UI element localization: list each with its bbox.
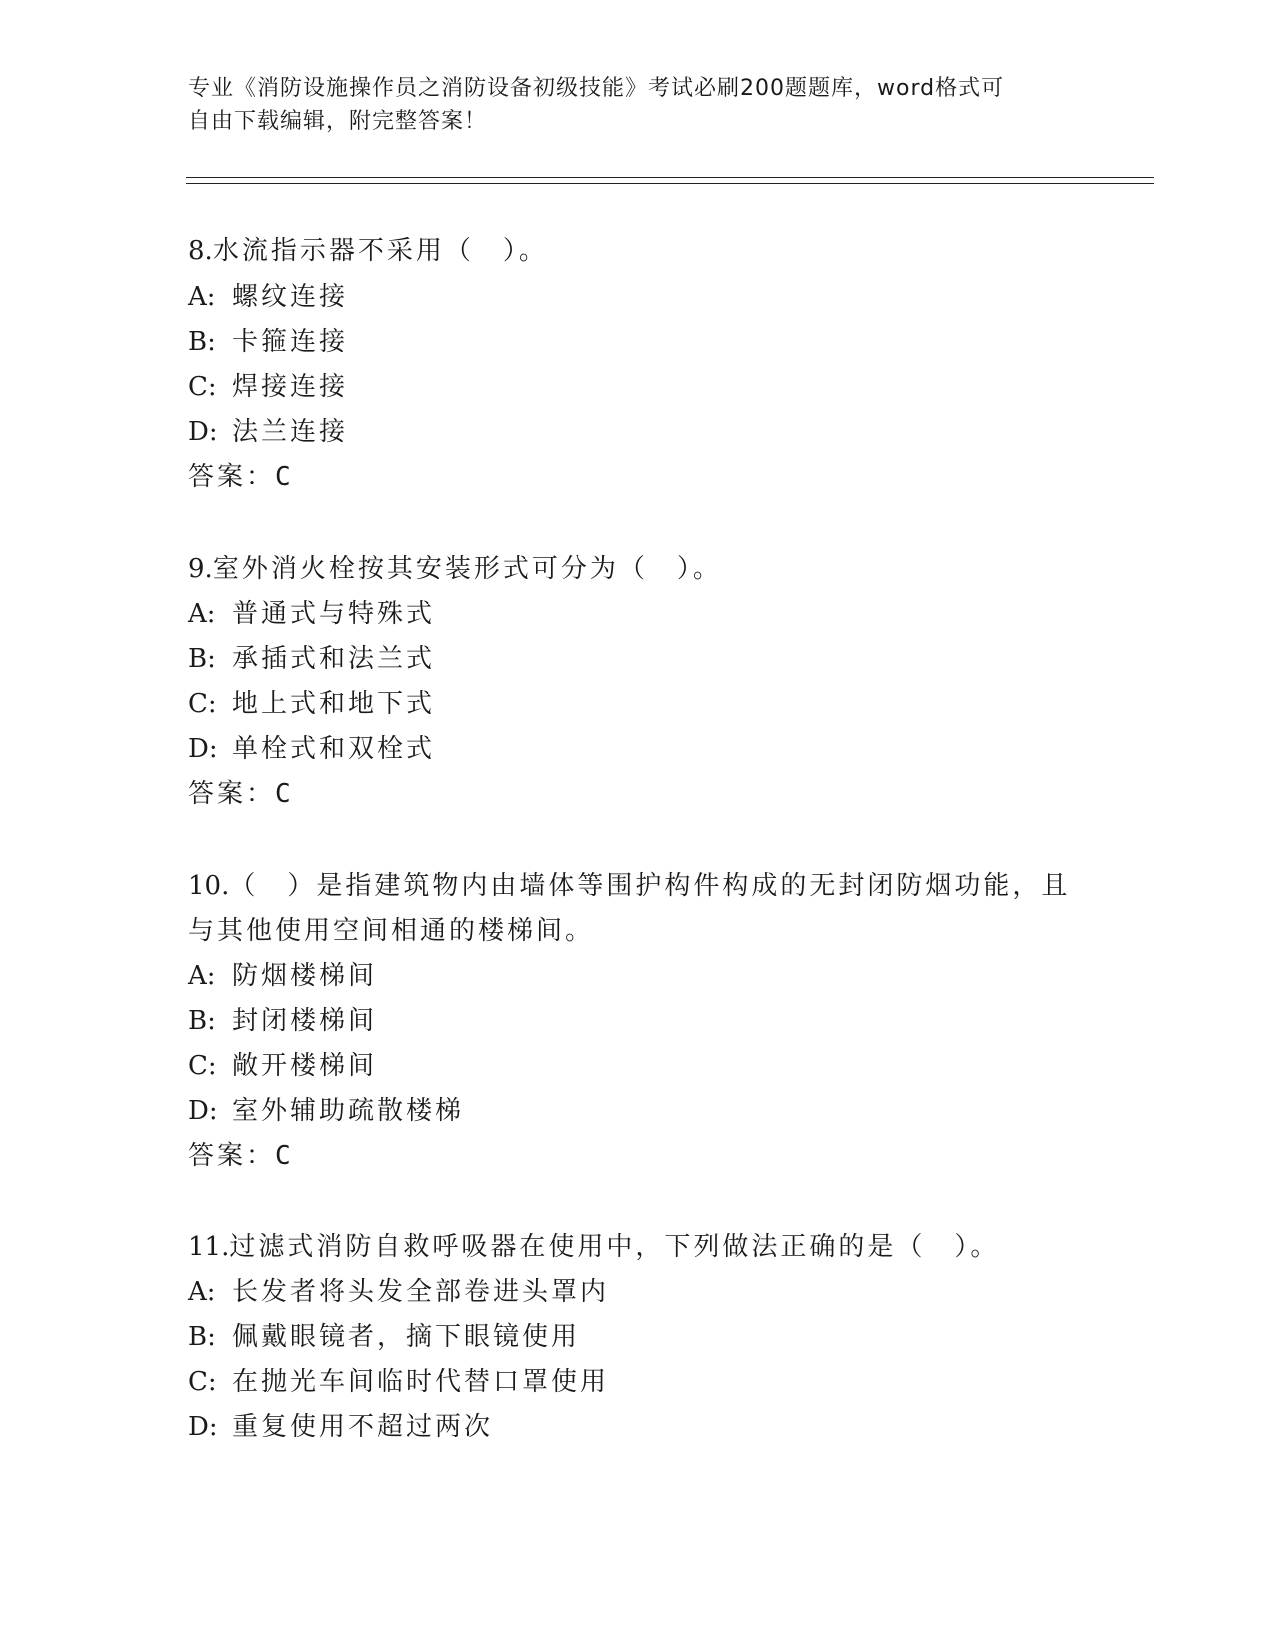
question-stem — [188, 869, 1070, 903]
question-text: 室外消火栓按其安装形式可分为（ ）。 — [212, 554, 722, 584]
option-letter: B: — [188, 1322, 216, 1352]
option-b — [188, 1320, 580, 1354]
option-text: 长发者将头发全部卷进头罩内 — [232, 1277, 610, 1307]
option-d — [188, 1094, 464, 1128]
header-divider-bottom — [186, 183, 1154, 184]
option-letter: D: — [188, 1096, 218, 1126]
option-letter: D: — [188, 734, 218, 764]
document-header — [188, 72, 1068, 138]
question-stem-line-2 — [188, 914, 594, 948]
option-a — [188, 280, 348, 314]
option-text: 承插式和法兰式 — [232, 644, 436, 674]
option-text: 防烟楼梯间 — [232, 961, 378, 991]
option-letter: A: — [188, 282, 216, 312]
question-text-continued: 与其他使用空间相通的楼梯间。 — [188, 916, 595, 946]
answer-value: C — [275, 462, 294, 492]
option-text: 佩戴眼镜者，摘下眼镜使用 — [232, 1322, 581, 1352]
question-text: 过滤式消防自救呼吸器在使用中，下列做法正确的是（ ）。 — [229, 1232, 1000, 1262]
question-text: （ ）是指建筑物内由墙体等围护构件构成的无封闭防烟功能，且 — [229, 871, 1071, 901]
header-line-1: 专业《消防设施操作员之消防设备初级技能》考试必刷200题题库，word格式可 — [188, 76, 1005, 101]
option-text: 室外辅助疏散楼梯 — [232, 1096, 465, 1126]
option-a — [188, 1275, 609, 1309]
option-letter: D: — [188, 1412, 218, 1442]
option-a — [188, 959, 377, 993]
question-number: 9. — [188, 554, 213, 584]
option-c — [188, 1365, 609, 1399]
option-text: 焊接连接 — [232, 372, 349, 402]
option-text: 在抛光车间临时代替口罩使用 — [232, 1367, 610, 1397]
option-b — [188, 325, 348, 359]
option-c — [188, 687, 435, 721]
option-text: 卡箍连接 — [232, 327, 349, 357]
option-b — [188, 1004, 377, 1038]
option-text: 单栓式和双栓式 — [232, 734, 436, 764]
answer-value: C — [275, 779, 294, 809]
option-letter: A: — [188, 1277, 216, 1307]
header-divider-top — [186, 177, 1154, 178]
option-text: 普通式与特殊式 — [232, 599, 436, 629]
answer-value: C — [275, 1141, 294, 1171]
option-letter: B: — [188, 644, 216, 674]
option-letter: B: — [188, 327, 216, 357]
answer-line — [188, 777, 294, 811]
option-letter: C: — [188, 372, 217, 402]
option-d — [188, 415, 348, 449]
option-text: 重复使用不超过两次 — [232, 1412, 494, 1442]
question-stem — [188, 552, 722, 586]
option-letter: C: — [188, 1051, 217, 1081]
answer-line — [188, 1139, 294, 1173]
option-c — [188, 370, 348, 404]
option-letter: C: — [188, 689, 217, 719]
question-stem — [188, 1230, 999, 1264]
header-line-2: 自由下载编辑，附完整答案！ — [188, 109, 488, 134]
option-text: 封闭楼梯间 — [232, 1006, 378, 1036]
answer-label: 答案： — [188, 462, 276, 492]
question-number: 11. — [188, 1232, 230, 1262]
question-number: 8. — [188, 236, 213, 266]
option-letter: A: — [188, 599, 216, 629]
option-c — [188, 1049, 377, 1083]
answer-label: 答案： — [188, 1141, 276, 1171]
answer-label: 答案： — [188, 779, 276, 809]
option-b — [188, 642, 435, 676]
option-letter: A: — [188, 961, 216, 991]
option-text: 地上式和地下式 — [232, 689, 436, 719]
option-letter: C: — [188, 1367, 217, 1397]
option-a — [188, 597, 435, 631]
option-d — [188, 732, 435, 766]
option-text: 法兰连接 — [232, 417, 349, 447]
question-stem — [188, 234, 548, 268]
answer-line — [188, 460, 294, 494]
option-letter: D: — [188, 417, 218, 447]
option-text: 敞开楼梯间 — [232, 1051, 378, 1081]
question-number: 10. — [188, 871, 230, 901]
option-text: 螺纹连接 — [232, 282, 349, 312]
option-letter: B: — [188, 1006, 216, 1036]
question-text: 水流指示器不采用（ ）。 — [212, 236, 548, 266]
option-d — [188, 1410, 493, 1444]
